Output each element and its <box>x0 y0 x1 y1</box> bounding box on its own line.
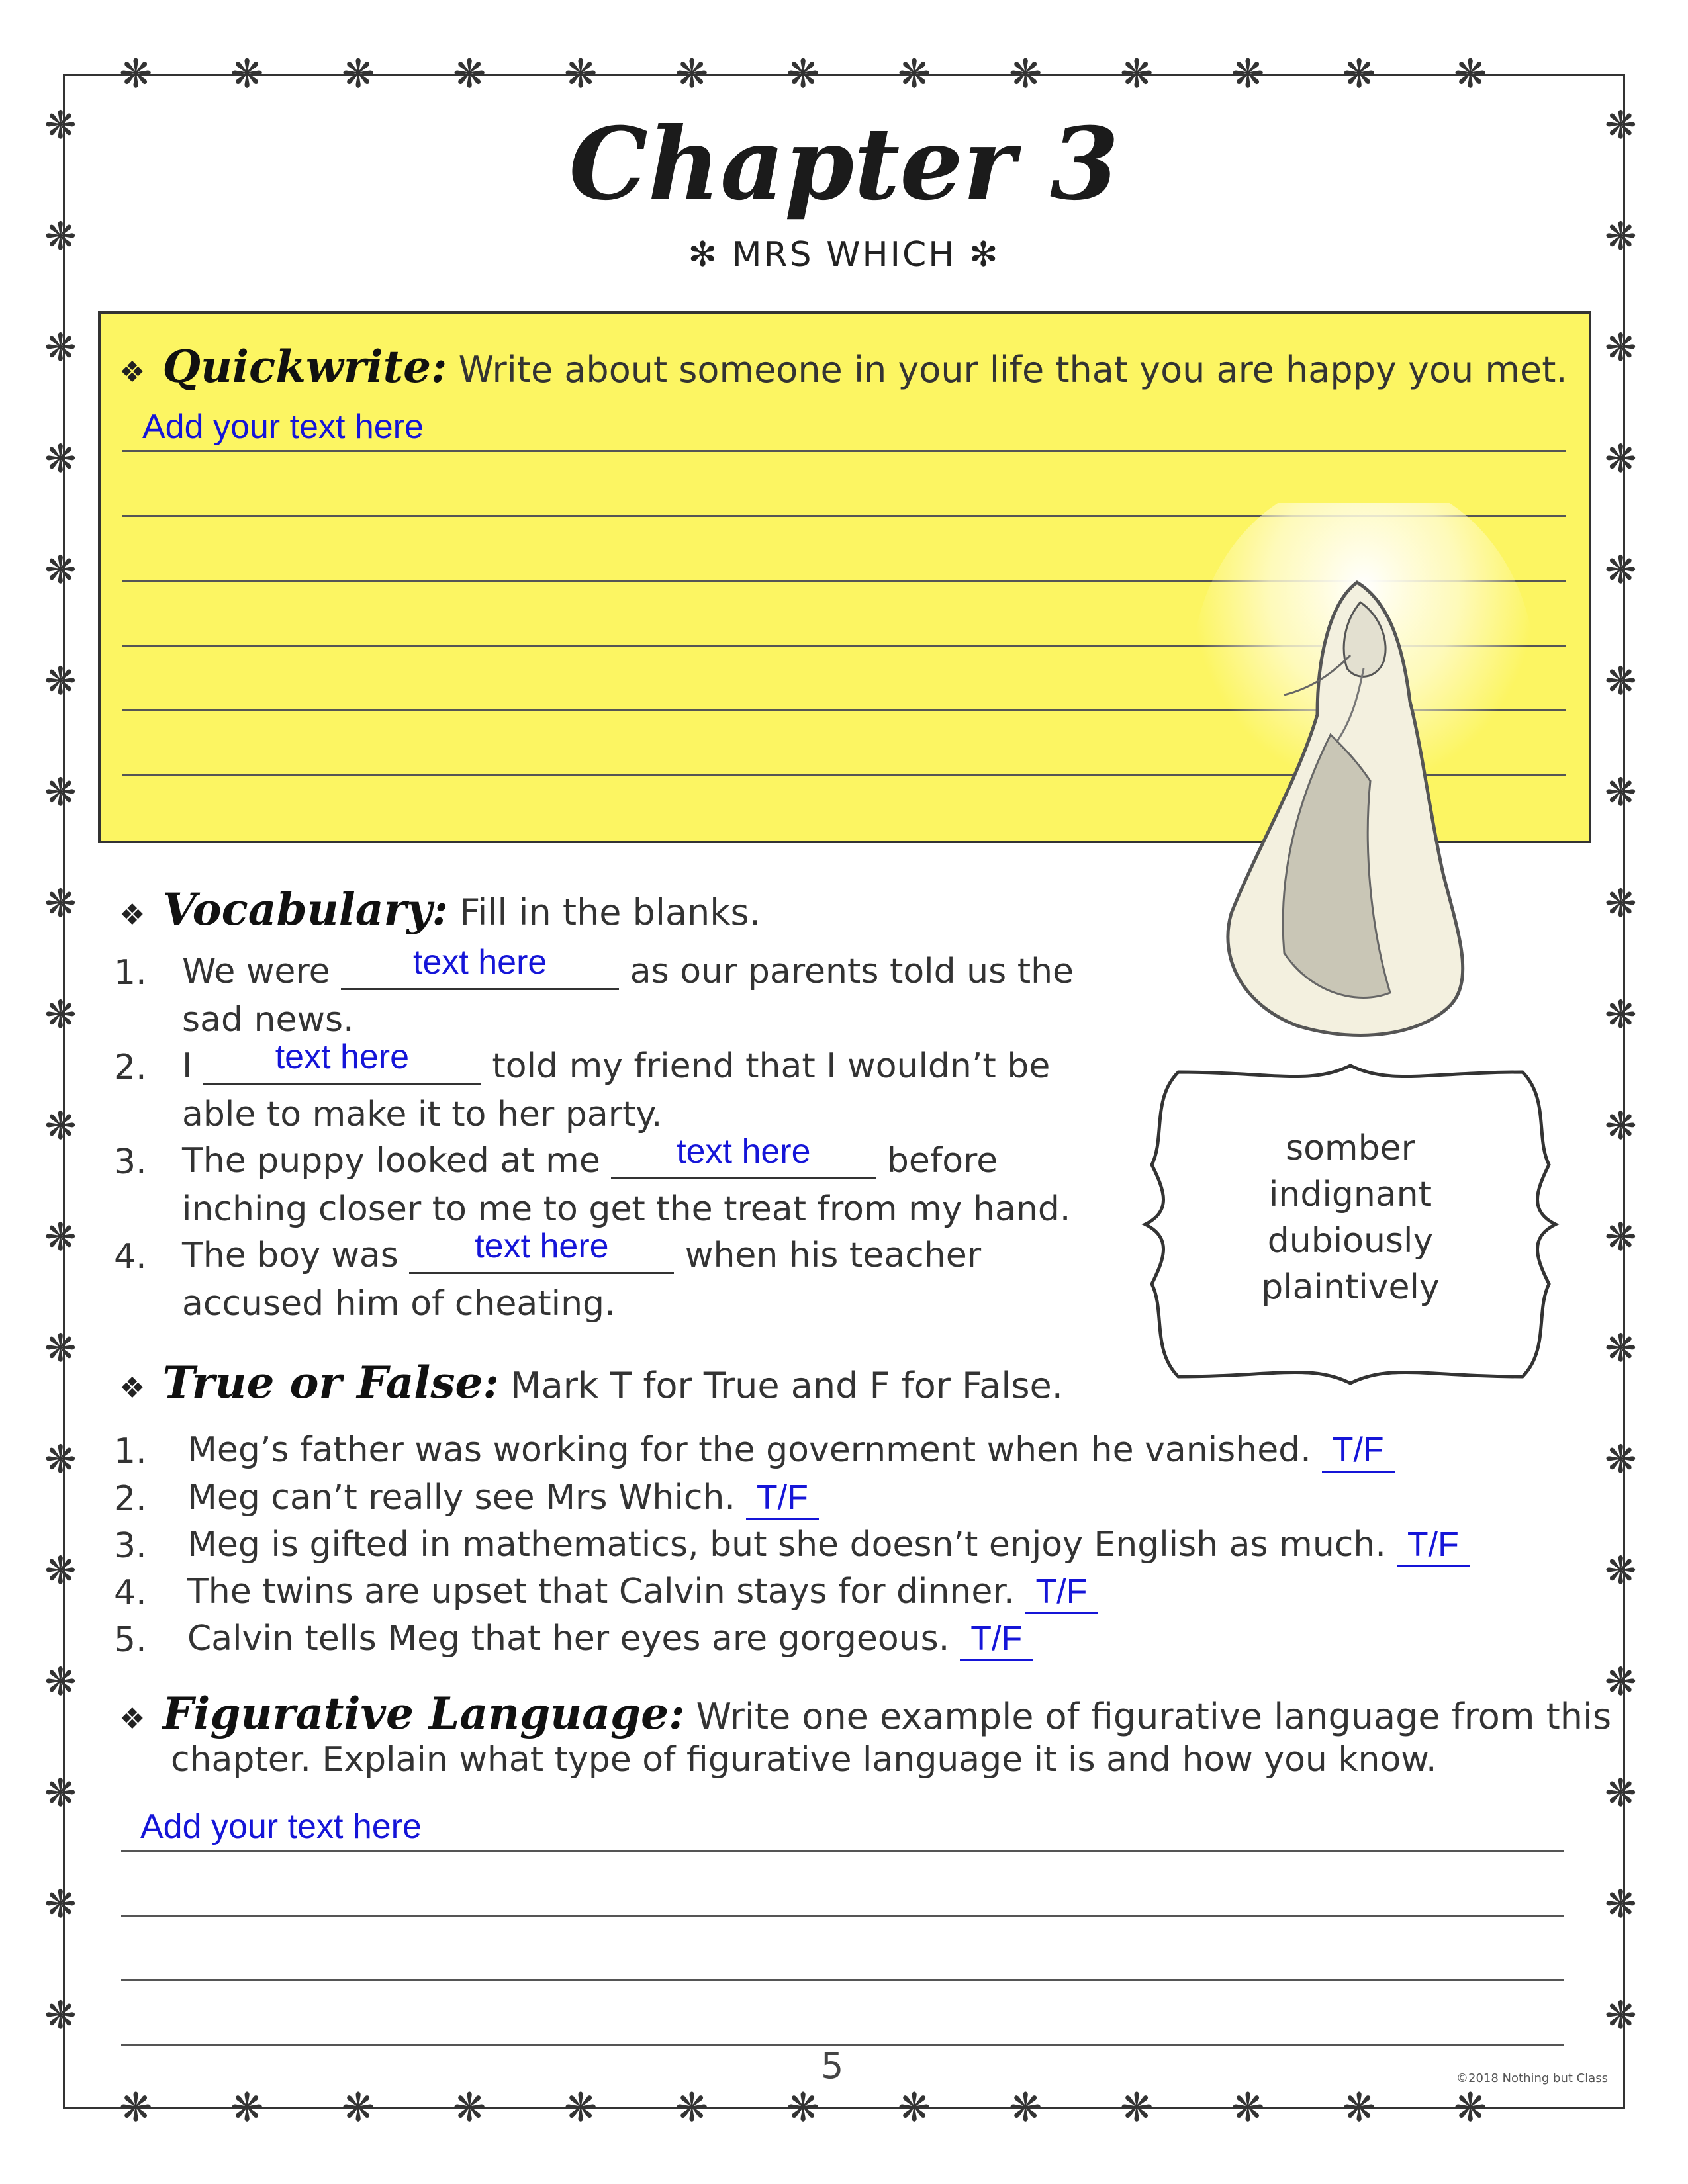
border-ornament-icon: ❋ <box>119 51 153 97</box>
tf-item-4 <box>187 1571 1098 1614</box>
vocab-item-2-before: I <box>182 1046 193 1086</box>
tf-answer-2[interactable]: T/F <box>746 1477 819 1520</box>
vocab-item-2-line2: able to make it to her party. <box>182 1095 663 1134</box>
vocab-blank-2[interactable] <box>203 1038 481 1085</box>
border-ornament-icon: ❋ <box>1605 1214 1637 1259</box>
word-bank-word: somber <box>1286 1128 1415 1168</box>
border-ornament-icon: ❋ <box>44 1214 77 1259</box>
tf-item-2 <box>187 1477 819 1520</box>
vocab-blank-4[interactable] <box>409 1227 674 1274</box>
quickwrite-answer-field[interactable]: Add your text here <box>142 408 424 446</box>
quickwrite-heading <box>119 341 1568 392</box>
border-ornament-icon: ❋ <box>44 436 77 481</box>
border-ornament-icon: ❋ <box>44 992 77 1037</box>
border-ornament-icon: ❋ <box>1605 547 1637 592</box>
figurative-prompt-line1: Write one example of figurative language from this <box>696 1696 1612 1737</box>
vocab-item-4-before: The boy was <box>182 1236 399 1275</box>
border-ornament-icon: ❋ <box>230 2085 264 2131</box>
vocabulary-heading <box>119 884 761 935</box>
tf-number-5: 5. <box>114 1620 147 1660</box>
word-bank-word: indignant <box>1268 1175 1432 1214</box>
border-ornament-icon: ❋ <box>44 881 77 926</box>
border-ornament-icon: ❋ <box>898 2085 931 2131</box>
vocab-blank-3[interactable] <box>611 1132 876 1179</box>
border-ornament-icon: ❋ <box>1605 325 1637 370</box>
figurative-line-2 <box>121 1915 1564 1917</box>
border-ornament-icon: ❋ <box>1605 103 1637 148</box>
border-ornament-icon: ❋ <box>342 2085 375 2131</box>
diamond-bullet-icon: ❖ <box>119 1371 146 1405</box>
border-ornament-icon: ❋ <box>1605 992 1637 1037</box>
word-bank <box>1139 1125 1562 1310</box>
border-ornament-icon: ❋ <box>1120 2085 1154 2131</box>
border-ornament-icon: ❋ <box>675 2085 709 2131</box>
border-top-line <box>63 74 1625 76</box>
border-ornament-icon: ❋ <box>564 2085 598 2131</box>
vocab-fill-2[interactable]: text here <box>275 1038 410 1076</box>
border-ornament-icon: ❋ <box>453 2085 487 2131</box>
border-ornament-icon: ❋ <box>1605 1882 1637 1927</box>
diamond-bullet-icon: ❖ <box>119 1702 146 1736</box>
border-ornament-icon: ❋ <box>44 770 77 815</box>
tf-item-2-text: Meg can’t really see Mrs Which. <box>187 1478 735 1518</box>
border-ornament-icon: ❋ <box>1009 51 1043 97</box>
page-title: Chapter 3 <box>569 106 1119 222</box>
border-ornament-icon: ❋ <box>44 103 77 148</box>
vocab-fill-1[interactable]: text here <box>413 943 547 981</box>
vocab-item-4-line2: accused him of cheating. <box>182 1284 616 1324</box>
vocab-item-1-before: We were <box>182 952 330 991</box>
border-ornament-icon: ❋ <box>1231 51 1265 97</box>
chapter-subtitle: ✻ MRS WHICH ✻ <box>688 235 1000 275</box>
vocab-number-2: 2. <box>114 1048 147 1087</box>
border-ornament-icon: ❋ <box>119 2085 153 2131</box>
border-ornament-icon: ❋ <box>1009 2085 1043 2131</box>
border-ornament-icon: ❋ <box>1605 1548 1637 1593</box>
border-ornament-icon: ❋ <box>44 214 77 259</box>
mrs-which-illustration <box>1165 503 1536 1046</box>
vocab-blank-1[interactable] <box>341 943 619 990</box>
tf-item-4-text: The twins are upset that Calvin stays for dinner. <box>187 1572 1015 1612</box>
vocab-item-2 <box>182 1038 1051 1087</box>
tf-number-3: 3. <box>114 1526 147 1566</box>
border-ornament-icon: ❋ <box>44 325 77 370</box>
tf-number-4: 4. <box>114 1573 147 1613</box>
figurative-line-3 <box>121 1979 1564 1981</box>
border-ornament-icon: ❋ <box>1605 1326 1637 1371</box>
vocab-fill-3[interactable]: text here <box>677 1132 811 1171</box>
diamond-bullet-icon: ❖ <box>119 355 146 389</box>
tf-answer-4[interactable]: T/F <box>1025 1571 1098 1614</box>
border-ornament-icon: ❋ <box>786 51 820 97</box>
vocab-fill-4[interactable]: text here <box>475 1227 609 1265</box>
border-ornament-icon: ❋ <box>1605 881 1637 926</box>
border-ornament-icon: ❋ <box>1605 1659 1637 1704</box>
border-ornament-icon: ❋ <box>44 1659 77 1704</box>
vocab-number-1: 1. <box>114 953 147 993</box>
figurative-heading <box>119 1688 1611 1739</box>
border-ornament-icon: ❋ <box>1605 214 1637 259</box>
border-ornament-icon: ❋ <box>1605 770 1637 815</box>
border-ornament-icon: ❋ <box>44 1770 77 1815</box>
border-ornament-icon: ❋ <box>1605 659 1637 704</box>
figurative-prompt-line2: chapter. Explain what type of figurative language it is and how you know. <box>171 1740 1437 1780</box>
border-ornament-icon: ❋ <box>44 1548 77 1593</box>
border-ornament-icon: ❋ <box>564 51 598 97</box>
border-ornament-icon: ❋ <box>1454 2085 1487 2131</box>
vocab-item-3-before: The puppy looked at me <box>182 1141 600 1181</box>
tf-item-3 <box>187 1524 1470 1567</box>
border-ornament-icon: ❋ <box>44 547 77 592</box>
border-ornament-icon: ❋ <box>1605 436 1637 481</box>
border-ornament-icon: ❋ <box>1342 51 1376 97</box>
tf-answer-3[interactable]: T/F <box>1397 1524 1470 1567</box>
true-false-label: True or False: <box>162 1357 499 1408</box>
border-ornament-icon: ❋ <box>1342 2085 1376 2131</box>
true-false-heading <box>119 1357 1063 1408</box>
vocabulary-prompt: Fill in the blanks. <box>459 891 761 933</box>
quickwrite-label: Quickwrite: <box>162 341 447 392</box>
figurative-label: Figurative Language: <box>162 1688 685 1739</box>
vocabulary-label: Vocabulary: <box>162 884 449 935</box>
border-ornament-icon: ❋ <box>44 1437 77 1482</box>
tf-item-3-text: Meg is gifted in mathematics, but she doesn’t enjoy English as much. <box>187 1525 1386 1565</box>
border-ornament-icon: ❋ <box>1605 1437 1637 1482</box>
vocab-number-4: 4. <box>114 1237 147 1277</box>
border-ornament-icon: ❋ <box>1120 51 1154 97</box>
border-ornament-icon: ❋ <box>44 659 77 704</box>
figurative-line-1 <box>121 1850 1564 1852</box>
vocab-item-3-after: before <box>886 1141 998 1181</box>
tf-item-1-text: Meg’s father was working for the government when he vanished. <box>187 1430 1311 1470</box>
vocab-number-3: 3. <box>114 1142 147 1182</box>
word-bank-word: plaintively <box>1261 1267 1440 1307</box>
border-bottom-line <box>63 2107 1625 2109</box>
vocab-item-1-line2: sad news. <box>182 1000 354 1040</box>
vocab-item-1-after: as our parents told us the <box>630 952 1074 991</box>
border-ornament-icon: ❋ <box>1605 1770 1637 1815</box>
border-ornament-icon: ❋ <box>1231 2085 1265 2131</box>
tf-item-5 <box>187 1618 1033 1661</box>
border-ornament-icon: ❋ <box>898 51 931 97</box>
tf-item-1 <box>187 1430 1395 1473</box>
quickwrite-prompt: Write about someone in your life that you are happy you met. <box>458 349 1568 390</box>
border-ornament-icon: ❋ <box>1605 1993 1637 2038</box>
border-ornament-icon: ❋ <box>786 2085 820 2131</box>
vocab-item-2-after: told my friend that I wouldn’t be <box>492 1046 1051 1086</box>
diamond-bullet-icon: ❖ <box>119 898 146 932</box>
border-ornament-icon: ❋ <box>1605 1103 1637 1148</box>
true-false-prompt: Mark T for True and F for False. <box>510 1365 1063 1406</box>
border-ornament-icon: ❋ <box>675 51 709 97</box>
vocab-item-3-line2: inching closer to me to get the treat from my hand. <box>182 1189 1071 1229</box>
vocab-item-4-after: when his teacher <box>684 1236 982 1275</box>
vocab-item-4 <box>182 1227 982 1276</box>
border-ornament-icon: ❋ <box>342 51 375 97</box>
tf-answer-1[interactable]: T/F <box>1322 1430 1395 1473</box>
quickwrite-line-1 <box>122 450 1566 452</box>
tf-number-2: 2. <box>114 1479 147 1519</box>
vocab-item-3 <box>182 1132 998 1181</box>
border-ornament-icon: ❋ <box>44 1103 77 1148</box>
border-ornament-icon: ❋ <box>1454 51 1487 97</box>
copyright: ©2018 Nothing but Class <box>1456 2071 1608 2085</box>
border-ornament-icon: ❋ <box>44 1326 77 1371</box>
tf-item-5-text: Calvin tells Meg that her eyes are gorgeous. <box>187 1619 950 1659</box>
border-ornament-icon: ❋ <box>44 1882 77 1927</box>
tf-answer-5[interactable]: T/F <box>960 1618 1033 1661</box>
figurative-answer-field[interactable]: Add your text here <box>140 1807 422 1846</box>
vocab-item-1 <box>182 943 1074 992</box>
page-number: 5 <box>821 2045 844 2087</box>
tf-number-1: 1. <box>114 1432 147 1471</box>
border-ornament-icon: ❋ <box>453 51 487 97</box>
word-bank-word: dubiously <box>1267 1221 1434 1261</box>
border-ornament-icon: ❋ <box>44 1993 77 2038</box>
border-ornament-icon: ❋ <box>230 51 264 97</box>
